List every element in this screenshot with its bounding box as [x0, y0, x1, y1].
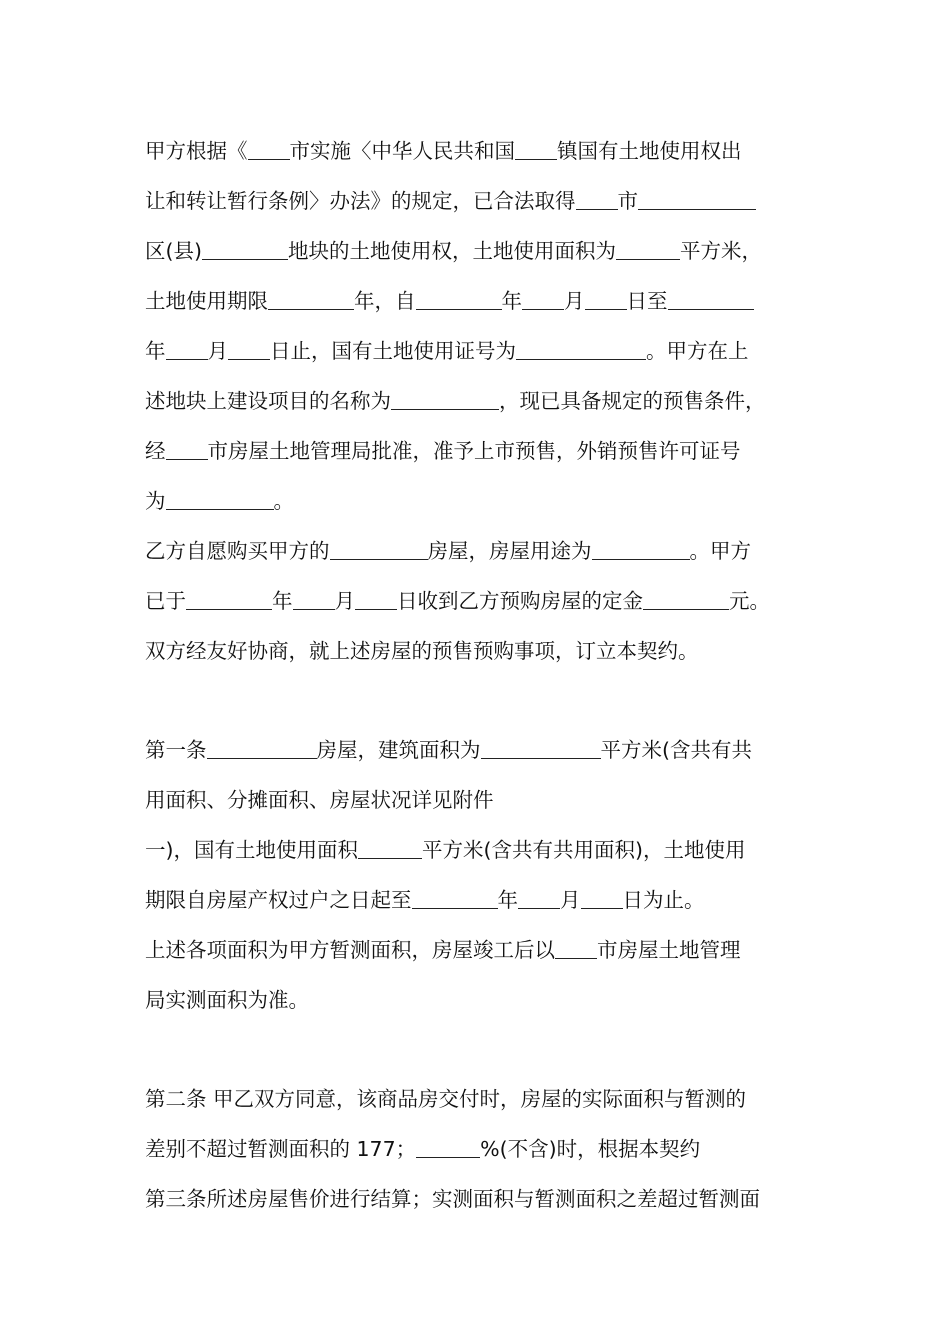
- fill-blank: [555, 958, 597, 959]
- text-segment: 年: [497, 888, 518, 912]
- text-line: [145, 1139, 700, 1160]
- text-line: [145, 591, 770, 612]
- fill-blank: [416, 309, 502, 310]
- text-segment: 月: [334, 589, 355, 613]
- text-segment: 年: [501, 289, 522, 313]
- text-line: [145, 890, 705, 911]
- text-line: [145, 641, 699, 662]
- text-segment: 双方经友好协商，就上述房屋的预售预购事项，订立本契约。: [145, 639, 699, 663]
- fill-blank: [515, 159, 557, 160]
- fill-blank: [166, 459, 208, 460]
- text-line: [145, 541, 751, 562]
- text-segment: 月: [564, 289, 585, 313]
- text-segment: 述地块上建设项目的名称为: [145, 389, 391, 413]
- text-segment: 区(县): [145, 239, 202, 263]
- text-segment: 日止，国有土地使用证号为: [270, 339, 516, 363]
- fill-blank: [518, 908, 560, 909]
- text-line: [145, 441, 741, 462]
- text-segment: 年: [272, 589, 293, 613]
- fill-blank: [330, 559, 428, 560]
- text-segment: ，现已具备规定的预售条件，: [499, 389, 766, 413]
- text-segment: 平方米(含共有共用面积)，土地使用: [422, 838, 746, 862]
- text-segment: 市: [617, 189, 638, 213]
- fill-blank: [202, 259, 288, 260]
- fill-blank: [248, 159, 290, 160]
- text-segment: 地块的土地使用权，土地使用面积为: [288, 239, 616, 263]
- fill-blank: [207, 758, 317, 759]
- text-segment: 。: [273, 489, 294, 513]
- text-segment: 月: [560, 888, 581, 912]
- fill-blank: [668, 309, 754, 310]
- fill-blank: [412, 908, 498, 909]
- fill-blank: [293, 609, 335, 610]
- text-line: [145, 341, 749, 362]
- text-segment: 土地使用期限: [145, 289, 268, 313]
- text-segment: 市房屋土地管理局批准，准予上市预售，外销预售许可证号: [207, 439, 741, 463]
- text-line: [145, 1089, 746, 1110]
- text-segment: 镇国有土地使用权出: [557, 139, 742, 163]
- fill-blank: [416, 1157, 480, 1158]
- text-segment: 平方米(含共有共: [600, 738, 752, 762]
- text-segment: 市实施〈中华人民共和国: [289, 139, 515, 163]
- fill-blank: [616, 259, 680, 260]
- text-segment: 一)，国有土地使用面积: [145, 838, 358, 862]
- text-line: [145, 1189, 760, 1210]
- fill-blank: [481, 758, 601, 759]
- text-segment: 期限自房屋产权过户之日起至: [145, 888, 412, 912]
- text-segment: 局实测面积为准。: [145, 988, 309, 1012]
- text-segment: 元。: [729, 589, 770, 613]
- text-segment: 日至: [626, 289, 668, 313]
- fill-blank: [186, 609, 272, 610]
- text-line: [145, 141, 742, 162]
- fill-blank: [355, 609, 397, 610]
- fill-blank: [516, 359, 646, 360]
- text-segment: 日为止。: [622, 888, 705, 912]
- text-segment: 为: [145, 489, 166, 513]
- text-segment: 差别不超过暂测面积的 177；: [145, 1137, 417, 1161]
- text-segment: 乙方自愿购买甲方的: [145, 539, 330, 563]
- fill-blank: [268, 309, 354, 310]
- fill-blank: [585, 309, 627, 310]
- text-segment: 让和转让暂行条例〉办法》的规定，已合法取得: [145, 189, 576, 213]
- text-line: [145, 391, 766, 412]
- text-segment: 用面积、分摊面积、房屋状况详见附件: [145, 788, 494, 812]
- text-segment: 市房屋土地管理: [597, 938, 741, 962]
- text-segment: 甲方根据《: [145, 139, 248, 163]
- text-line: [145, 990, 309, 1011]
- text-line: [145, 191, 756, 212]
- text-segment: 。甲方: [689, 539, 751, 563]
- text-segment: 。甲方在上: [646, 339, 749, 363]
- text-segment: 第一条: [145, 738, 207, 762]
- text-segment: %(不含)时，根据本契约: [480, 1137, 701, 1161]
- fill-blank: [592, 559, 690, 560]
- text-line: [145, 790, 494, 811]
- fill-blank: [576, 209, 618, 210]
- text-segment: 房屋，建筑面积为: [316, 738, 481, 762]
- text-line: [145, 241, 762, 262]
- fill-blank: [391, 409, 499, 410]
- text-segment: 已于: [145, 589, 186, 613]
- text-segment: 第二条 甲乙双方同意，该商品房交付时，房屋的实际面积与暂测的: [145, 1087, 747, 1111]
- fill-blank: [228, 359, 270, 360]
- text-line: [145, 491, 294, 512]
- fill-blank: [522, 309, 564, 310]
- text-segment: 平方米，: [680, 239, 762, 263]
- fill-blank: [638, 209, 756, 210]
- text-line: [145, 740, 752, 761]
- text-segment: 房屋，房屋用途为: [427, 539, 592, 563]
- text-segment: 年，自: [354, 289, 416, 313]
- text-segment: 第三条所述房屋售价进行结算；实测面积与暂测面积之差超过暂测面: [145, 1187, 760, 1211]
- fill-blank: [358, 858, 422, 859]
- text-segment: 日收到乙方预购房屋的定金: [397, 589, 643, 613]
- text-segment: 月: [207, 339, 228, 363]
- fill-blank: [581, 908, 623, 909]
- text-segment: 年: [145, 339, 166, 363]
- fill-blank: [166, 359, 208, 360]
- fill-blank: [643, 609, 729, 610]
- text-line: [145, 291, 754, 312]
- fill-blank: [166, 509, 274, 510]
- text-segment: 经: [145, 439, 166, 463]
- text-segment: 上述各项面积为甲方暂测面积，房屋竣工后以: [145, 938, 555, 962]
- text-line: [145, 940, 741, 961]
- text-line: [145, 840, 746, 861]
